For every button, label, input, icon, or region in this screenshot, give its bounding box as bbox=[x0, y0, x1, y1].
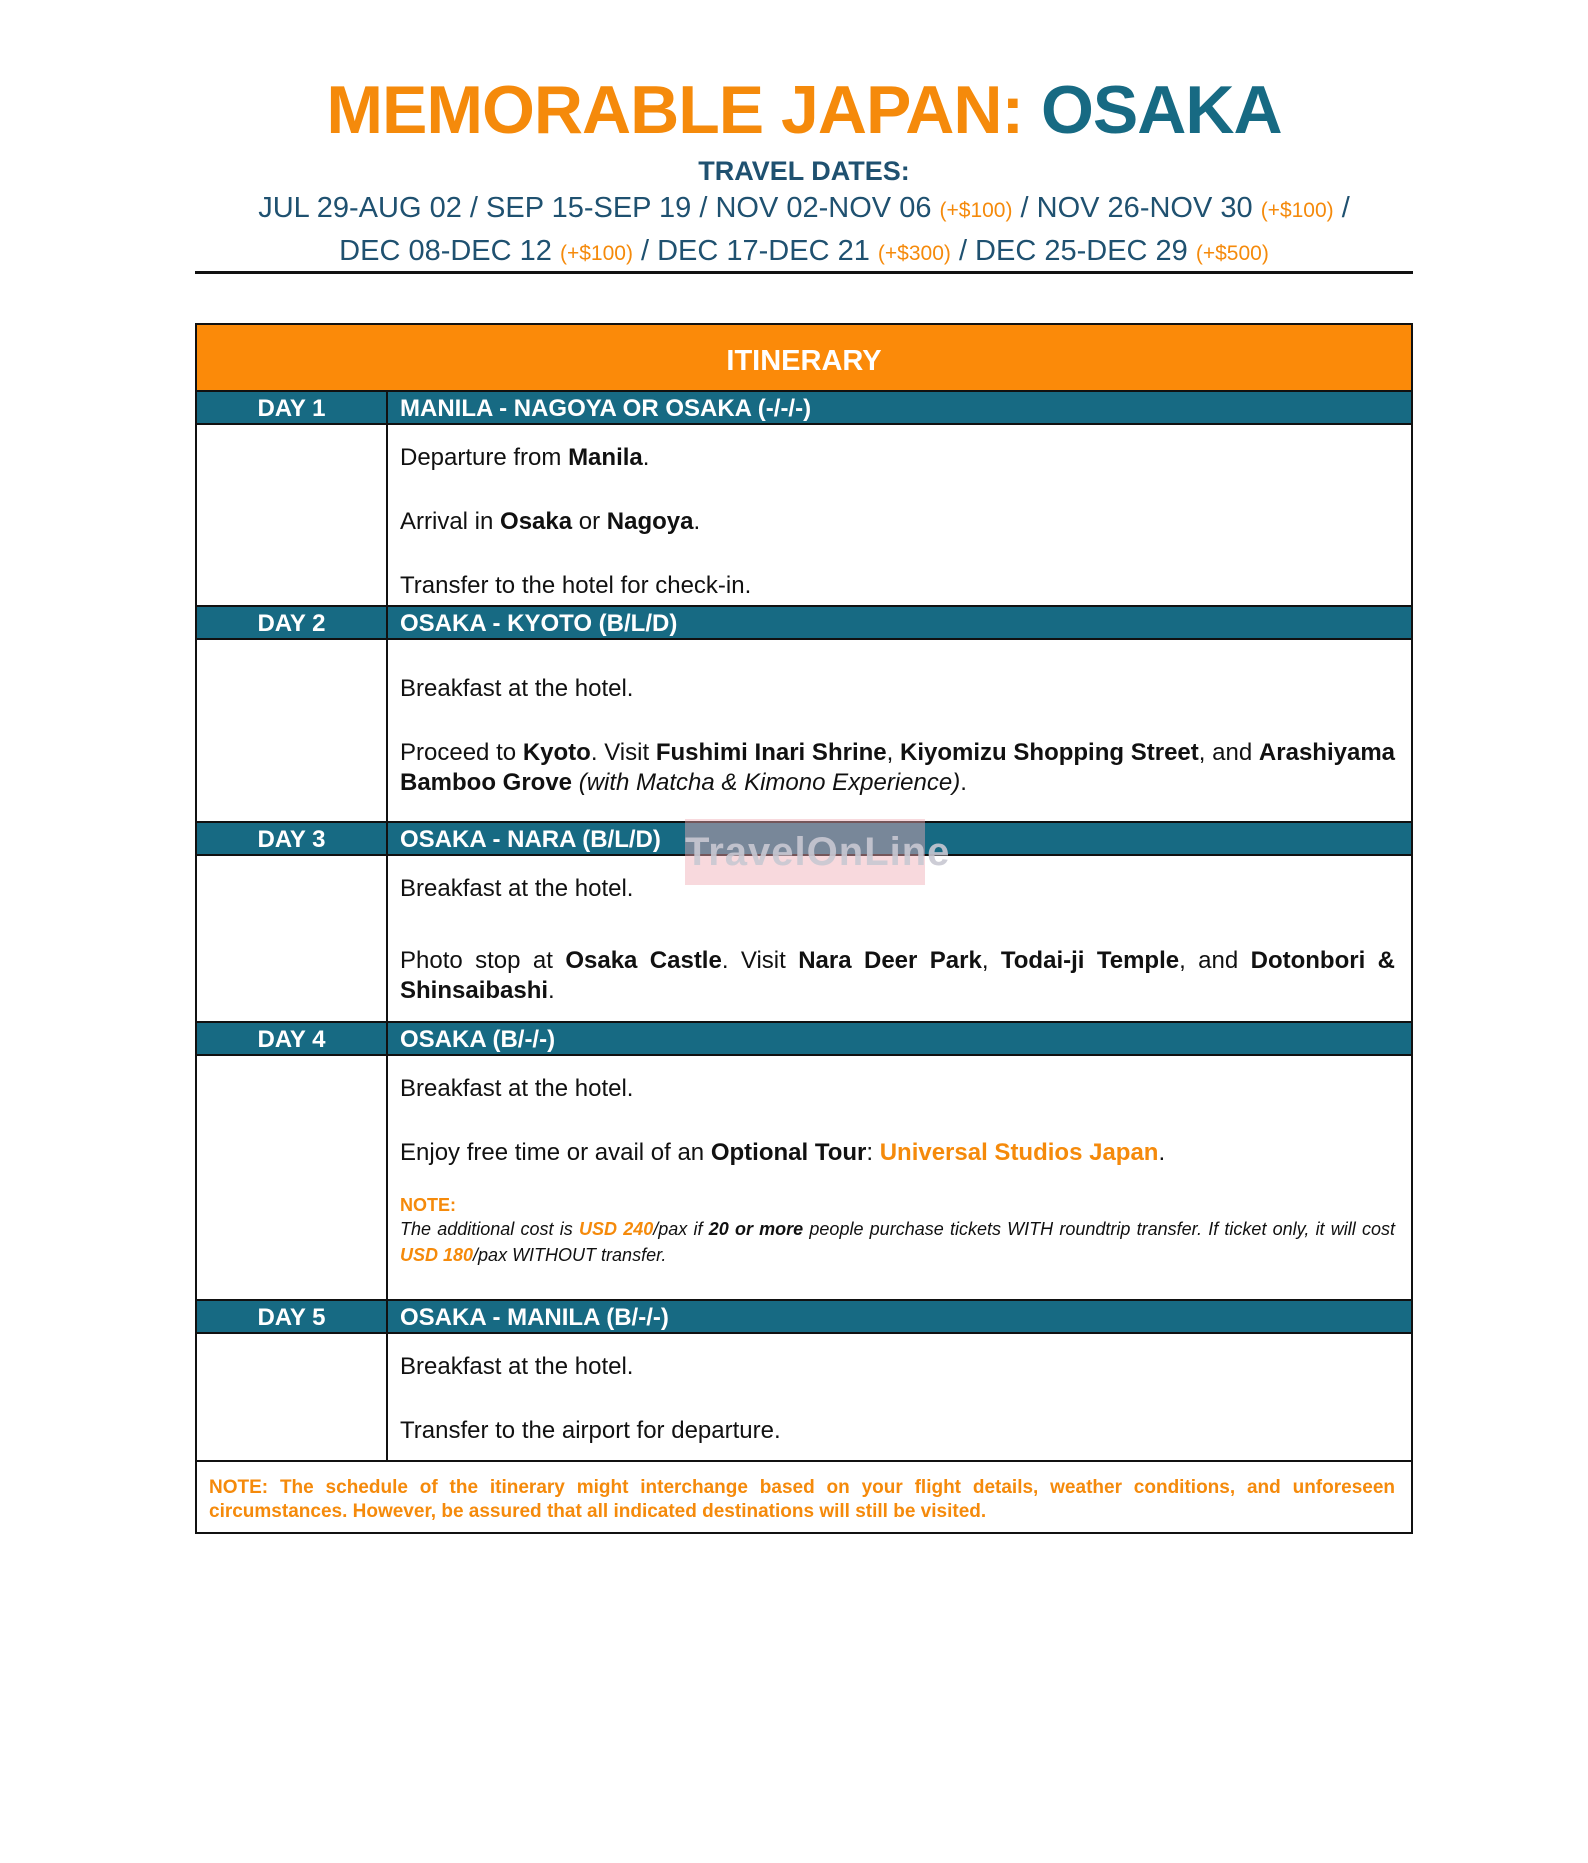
text-run: or bbox=[572, 508, 607, 535]
day-route: OSAKA - NARA (B/L/D) bbox=[400, 826, 661, 853]
text-run: , and bbox=[1179, 947, 1251, 974]
day-label: DAY 4 bbox=[197, 1023, 388, 1054]
travel-dates-label: TRAVEL DATES: bbox=[698, 156, 910, 186]
text-run: Enjoy free time or avail of an bbox=[400, 1139, 711, 1166]
day-body-row bbox=[197, 1056, 1411, 1301]
date-range-text: DEC 08-DEC 12 bbox=[339, 235, 560, 267]
text-run: Photo stop at bbox=[400, 947, 566, 974]
text-run: . Visit bbox=[721, 947, 799, 974]
date-range-text: / DEC 17-DEC 21 bbox=[632, 235, 878, 267]
itinerary-heading: ITINERARY bbox=[197, 325, 1411, 392]
bold-text: Todai-ji Temple bbox=[1000, 947, 1180, 974]
day-body-row bbox=[197, 1334, 1411, 1462]
bold-text: 20 or more bbox=[708, 1219, 804, 1239]
day-body-blank-cell bbox=[197, 425, 388, 605]
day-description bbox=[388, 425, 1411, 605]
surcharge-label: (+$500) bbox=[1195, 242, 1269, 265]
day-header-row bbox=[197, 607, 1411, 640]
text-run: people purchase tickets WITH roundtrip transfer. If ticket only, it will cost bbox=[803, 1219, 1396, 1239]
itinerary-footer-note: NOTE: The schedule of the itinerary might interchange based on your flight details, weather conditions, and unforeseen circumstances. However, be assured that all indicated destinations will still be visited. bbox=[209, 1477, 1395, 1522]
description-paragraph bbox=[400, 1352, 1395, 1382]
description-paragraph bbox=[400, 1416, 1395, 1446]
text-run: . bbox=[1158, 1139, 1166, 1166]
surcharge-label: (+$100) bbox=[559, 242, 633, 265]
day-label: DAY 1 bbox=[197, 392, 388, 423]
text-run: The additional cost is bbox=[400, 1219, 579, 1239]
itinerary-table bbox=[195, 323, 1413, 1534]
day-description bbox=[388, 1056, 1411, 1299]
bold-text: Dotonbori & Shinsaibashi bbox=[400, 947, 1395, 1004]
date-range-text: / NOV 26-NOV 30 bbox=[1012, 192, 1261, 224]
bold-text: Osaka bbox=[500, 508, 573, 535]
text-run: , and bbox=[1198, 739, 1259, 766]
bold-text: Optional Tour bbox=[710, 1139, 867, 1166]
text-run: /pax WITHOUT transfer. bbox=[473, 1245, 667, 1265]
optional-tour-note-text bbox=[400, 1216, 1395, 1268]
day-body-blank-cell bbox=[197, 1334, 388, 1460]
text-run: Transfer to the airport for departure. bbox=[400, 1417, 781, 1444]
text-run: Breakfast at the hotel. bbox=[400, 1353, 634, 1380]
day-body-blank-cell bbox=[197, 640, 388, 821]
day-body-blank-cell bbox=[197, 856, 388, 1021]
description-paragraph bbox=[400, 946, 1395, 1006]
day-route: OSAKA (B/-/-) bbox=[400, 1026, 556, 1053]
text-run: Arrival in bbox=[400, 508, 501, 535]
day-header-row bbox=[197, 392, 1411, 425]
optional-tour-note-title: NOTE: bbox=[400, 1195, 456, 1215]
text-run: : bbox=[866, 1139, 880, 1166]
bold-text: Kiyomizu Shopping Street bbox=[900, 739, 1199, 766]
surcharge-label: (+$300) bbox=[877, 242, 951, 265]
day-description bbox=[388, 1334, 1411, 1460]
text-run: Breakfast at the hotel. bbox=[400, 675, 634, 702]
bold-text: USD 180 bbox=[400, 1245, 474, 1265]
day-label: DAY 2 bbox=[197, 607, 388, 638]
travel-dates-line-1 bbox=[195, 188, 1413, 231]
bold-text: Manila bbox=[568, 444, 643, 471]
surcharge-label: (+$100) bbox=[1260, 199, 1334, 222]
day-body-row bbox=[197, 425, 1411, 607]
description-paragraph bbox=[400, 738, 1395, 798]
text-run: Breakfast at the hotel. bbox=[400, 875, 634, 902]
header-divider bbox=[195, 271, 1413, 274]
description-paragraph bbox=[400, 443, 1395, 473]
day-label: DAY 5 bbox=[197, 1301, 388, 1332]
bold-text: Arashiyama Bamboo Grove bbox=[400, 739, 1395, 796]
title-part-1: MEMORABLE JAPAN: bbox=[326, 72, 1024, 148]
description-paragraph bbox=[400, 507, 1395, 537]
day-header-row bbox=[197, 1301, 1411, 1334]
text-run: (with Matcha & Kimono Experience) bbox=[578, 769, 961, 796]
description-paragraph bbox=[400, 1074, 1395, 1104]
date-range-text: JUL 29-AUG 02 / SEP 15-SEP 19 / NOV 02-NOV 06 bbox=[258, 192, 940, 224]
text-run: , bbox=[886, 739, 901, 766]
day-route: OSAKA - KYOTO (B/L/D) bbox=[400, 610, 678, 637]
day-header-row bbox=[197, 1023, 1411, 1056]
day-body-blank-cell bbox=[197, 1056, 388, 1299]
surcharge-label: (+$100) bbox=[939, 199, 1013, 222]
text-run: . Visit bbox=[590, 739, 656, 766]
day-route: MANILA - NAGOYA OR OSAKA (-/-/-) bbox=[400, 395, 812, 422]
itinerary-days bbox=[197, 392, 1411, 1462]
bold-text: Universal Studios Japan bbox=[879, 1139, 1159, 1166]
day-label: DAY 3 bbox=[197, 823, 388, 854]
text-run: . bbox=[960, 769, 967, 796]
day-body-row bbox=[197, 640, 1411, 823]
text-run: , bbox=[981, 947, 1001, 974]
date-range-text: / DEC 25-DEC 29 bbox=[950, 235, 1196, 267]
bold-text: Fushimi Inari Shrine bbox=[655, 739, 887, 766]
date-range-text: / bbox=[1333, 192, 1350, 224]
bold-text: Osaka Castle bbox=[565, 947, 722, 974]
day-route: OSAKA - MANILA (B/-/-) bbox=[400, 1304, 669, 1331]
bold-text: Nara Deer Park bbox=[798, 947, 982, 974]
description-paragraph bbox=[400, 1138, 1395, 1168]
description-paragraph bbox=[400, 674, 1395, 704]
text-run: Proceed to bbox=[400, 739, 523, 766]
title-part-2: OSAKA bbox=[1041, 72, 1282, 148]
bold-text: USD 240 bbox=[578, 1219, 654, 1239]
document-header bbox=[195, 70, 1413, 274]
text-run: Breakfast at the hotel. bbox=[400, 1075, 634, 1102]
text-run: . bbox=[693, 508, 701, 535]
day-description bbox=[388, 640, 1411, 821]
bold-text: Kyoto bbox=[522, 739, 591, 766]
watermark-logo: TravelOnLine bbox=[685, 819, 925, 885]
text-run: . bbox=[548, 977, 555, 1004]
text-run: . bbox=[642, 444, 650, 471]
text-run bbox=[572, 769, 579, 796]
travel-dates-line-2 bbox=[195, 231, 1413, 274]
bold-text: Nagoya bbox=[606, 508, 694, 535]
text-run: /pax if bbox=[653, 1219, 709, 1239]
description-paragraph bbox=[400, 571, 1395, 601]
text-run: Transfer to the hotel for check-in. bbox=[400, 572, 752, 599]
text-run: Departure from bbox=[400, 444, 569, 471]
page-title bbox=[195, 70, 1413, 150]
